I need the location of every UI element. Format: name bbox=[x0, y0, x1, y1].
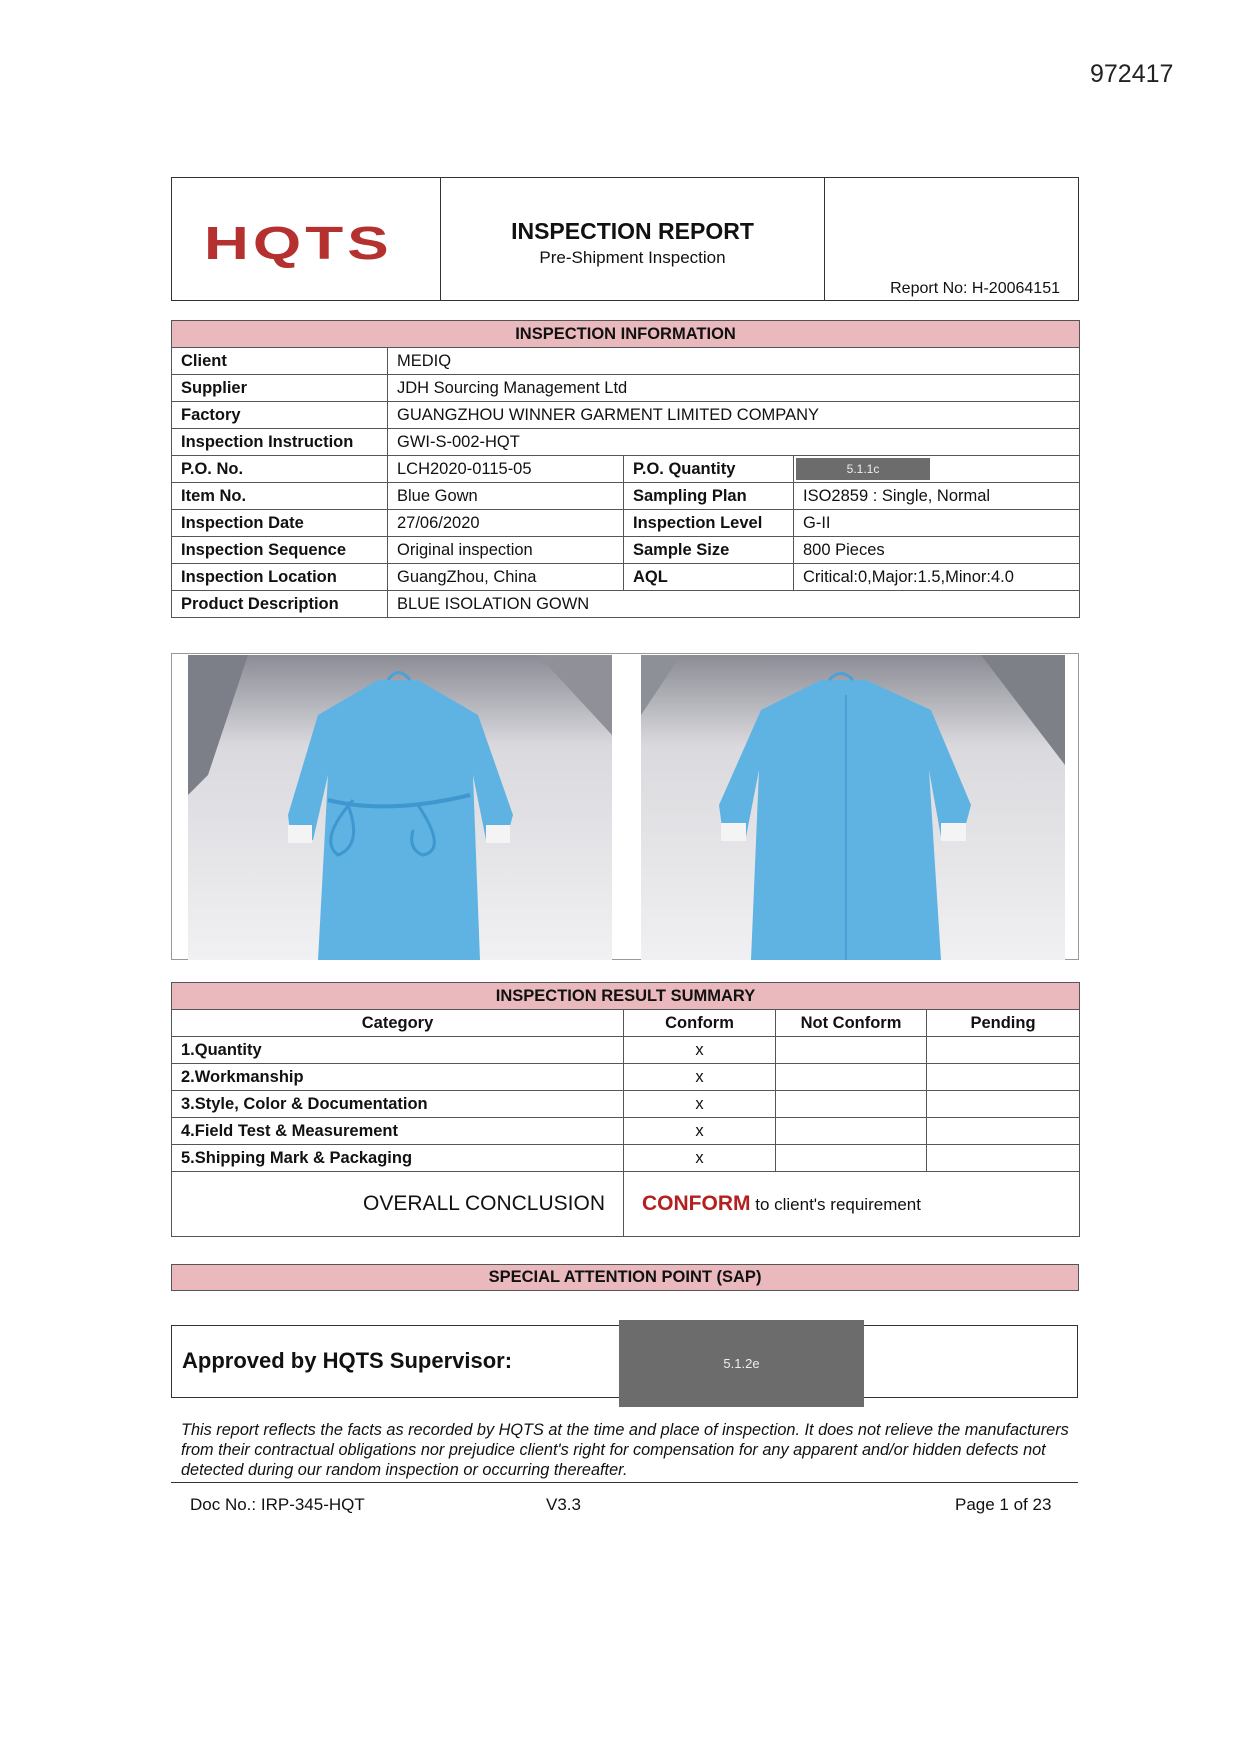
conform-cell: x bbox=[624, 1145, 776, 1172]
po-quantity-label: P.O. Quantity bbox=[624, 456, 794, 483]
disclaimer-text: This report reflects the facts as recorded by HQTS at the time and place of inspection. It does not relieve the manufacturers from their contractual obligations nor prejudice client's right for compensation for any apparent and/or hidden defects not detected during our random inspection or occurring thereafter. bbox=[181, 1421, 1069, 1479]
hqts-logo: HQTS bbox=[204, 217, 393, 269]
po-quantity-redaction: 5.1.1c bbox=[796, 458, 930, 480]
summary-heading: INSPECTION RESULT SUMMARY bbox=[172, 983, 1080, 1010]
table-row bbox=[172, 348, 1080, 375]
footer-version: V3.3 bbox=[546, 1495, 581, 1514]
footer-divider bbox=[171, 1482, 1078, 1483]
sampling-plan-value: ISO2859 : Single, Normal bbox=[794, 483, 1080, 510]
inspection-information-table bbox=[171, 320, 1080, 618]
factory-label: Factory bbox=[172, 402, 388, 429]
instruction-label: Inspection Instruction bbox=[172, 429, 388, 456]
report-title: INSPECTION REPORT bbox=[511, 218, 754, 244]
table-row bbox=[172, 375, 1080, 402]
overall-conclusion-row bbox=[172, 1172, 1080, 1237]
footer-doc-number: Doc No.: IRP-345-HQT bbox=[190, 1495, 365, 1514]
conform-result: CONFORM bbox=[642, 1192, 751, 1215]
table-row bbox=[172, 1145, 1080, 1172]
item-no-label: Item No. bbox=[172, 483, 388, 510]
category-cell: 1.Quantity bbox=[172, 1037, 624, 1064]
footer-page-number: Page 1 of 23 bbox=[955, 1495, 1052, 1514]
report-number: Report No: H-20064151 bbox=[890, 280, 1060, 297]
table-row bbox=[172, 429, 1080, 456]
column-conform: Conform bbox=[624, 1010, 776, 1037]
inspection-date-value: 27/06/2020 bbox=[388, 510, 624, 537]
table-row bbox=[172, 537, 1080, 564]
supplier-value: JDH Sourcing Management Ltd bbox=[388, 375, 1080, 402]
table-row bbox=[172, 564, 1080, 591]
inspection-level-label: Inspection Level bbox=[624, 510, 794, 537]
signature-redaction: 5.1.2e bbox=[619, 1320, 864, 1407]
pending-cell bbox=[927, 1091, 1080, 1118]
logo-cell bbox=[172, 178, 441, 300]
category-cell: 2.Workmanship bbox=[172, 1064, 624, 1091]
category-cell: 4.Field Test & Measurement bbox=[172, 1118, 624, 1145]
item-no-value: Blue Gown bbox=[388, 483, 624, 510]
pending-cell bbox=[927, 1118, 1080, 1145]
sample-size-label: Sample Size bbox=[624, 537, 794, 564]
summary-column-headers bbox=[172, 1010, 1080, 1037]
sample-size-value: 800 Pieces bbox=[794, 537, 1080, 564]
inspection-date-label: Inspection Date bbox=[172, 510, 388, 537]
product-value: BLUE ISOLATION GOWN bbox=[388, 591, 1080, 618]
sampling-plan-label: Sampling Plan bbox=[624, 483, 794, 510]
report-subtitle: Pre-Shipment Inspection bbox=[539, 248, 726, 267]
table-row bbox=[172, 591, 1080, 618]
table-row bbox=[172, 483, 1080, 510]
conform-cell: x bbox=[624, 1064, 776, 1091]
conform-cell: x bbox=[624, 1118, 776, 1145]
pending-cell bbox=[927, 1064, 1080, 1091]
pending-cell bbox=[927, 1037, 1080, 1064]
pending-cell bbox=[927, 1145, 1080, 1172]
instruction-value: GWI-S-002-HQT bbox=[388, 429, 1080, 456]
overall-conclusion-label: OVERALL CONCLUSION bbox=[172, 1172, 624, 1237]
table-row bbox=[172, 402, 1080, 429]
column-category: Category bbox=[172, 1010, 624, 1037]
supplier-label: Supplier bbox=[172, 375, 388, 402]
document-id: 972417 bbox=[1090, 60, 1174, 88]
column-pending: Pending bbox=[927, 1010, 1080, 1037]
po-quantity-cell bbox=[794, 456, 1080, 483]
location-value: GuangZhou, China bbox=[388, 564, 624, 591]
not-conform-cell bbox=[776, 1145, 927, 1172]
product-photos bbox=[171, 653, 1079, 960]
conform-cell: x bbox=[624, 1091, 776, 1118]
category-cell: 5.Shipping Mark & Packaging bbox=[172, 1145, 624, 1172]
table-row bbox=[172, 1091, 1080, 1118]
approved-by-label: Approved by HQTS Supervisor: bbox=[182, 1348, 513, 1373]
client-label: Client bbox=[172, 348, 388, 375]
table-row bbox=[172, 456, 1080, 483]
aql-label: AQL bbox=[624, 564, 794, 591]
po-no-label: P.O. No. bbox=[172, 456, 388, 483]
approval-box bbox=[171, 1325, 1078, 1398]
column-not-conform: Not Conform bbox=[776, 1010, 927, 1037]
not-conform-cell bbox=[776, 1118, 927, 1145]
conform-result-detail: to client's requirement bbox=[750, 1195, 921, 1214]
sequence-label: Inspection Sequence bbox=[172, 537, 388, 564]
product-label: Product Description bbox=[172, 591, 388, 618]
table-row bbox=[172, 510, 1080, 537]
po-no-value: LCH2020-0115-05 bbox=[388, 456, 624, 483]
factory-value: GUANGZHOU WINNER GARMENT LIMITED COMPANY bbox=[388, 402, 1080, 429]
inspection-result-summary-table bbox=[171, 982, 1080, 1237]
inspection-level-value: G-II bbox=[794, 510, 1080, 537]
aql-value: Critical:0,Major:1.5,Minor:4.0 bbox=[794, 564, 1080, 591]
report-header bbox=[171, 177, 1079, 301]
not-conform-cell bbox=[776, 1064, 927, 1091]
report-number-cell bbox=[825, 178, 1078, 300]
table-row bbox=[172, 1118, 1080, 1145]
special-attention-point-heading: SPECIAL ATTENTION POINT (SAP) bbox=[171, 1264, 1079, 1291]
not-conform-cell bbox=[776, 1091, 927, 1118]
conform-cell: x bbox=[624, 1037, 776, 1064]
overall-conclusion-value bbox=[624, 1172, 1080, 1237]
gown-front-photo bbox=[188, 655, 612, 960]
category-cell: 3.Style, Color & Documentation bbox=[172, 1091, 624, 1118]
table-row bbox=[172, 1064, 1080, 1091]
gown-back-photo bbox=[641, 655, 1065, 960]
table-row bbox=[172, 1037, 1080, 1064]
inspection-information-heading: INSPECTION INFORMATION bbox=[172, 321, 1080, 348]
client-value: MEDIQ bbox=[388, 348, 1080, 375]
location-label: Inspection Location bbox=[172, 564, 388, 591]
not-conform-cell bbox=[776, 1037, 927, 1064]
sequence-value: Original inspection bbox=[388, 537, 624, 564]
title-cell bbox=[441, 178, 825, 300]
